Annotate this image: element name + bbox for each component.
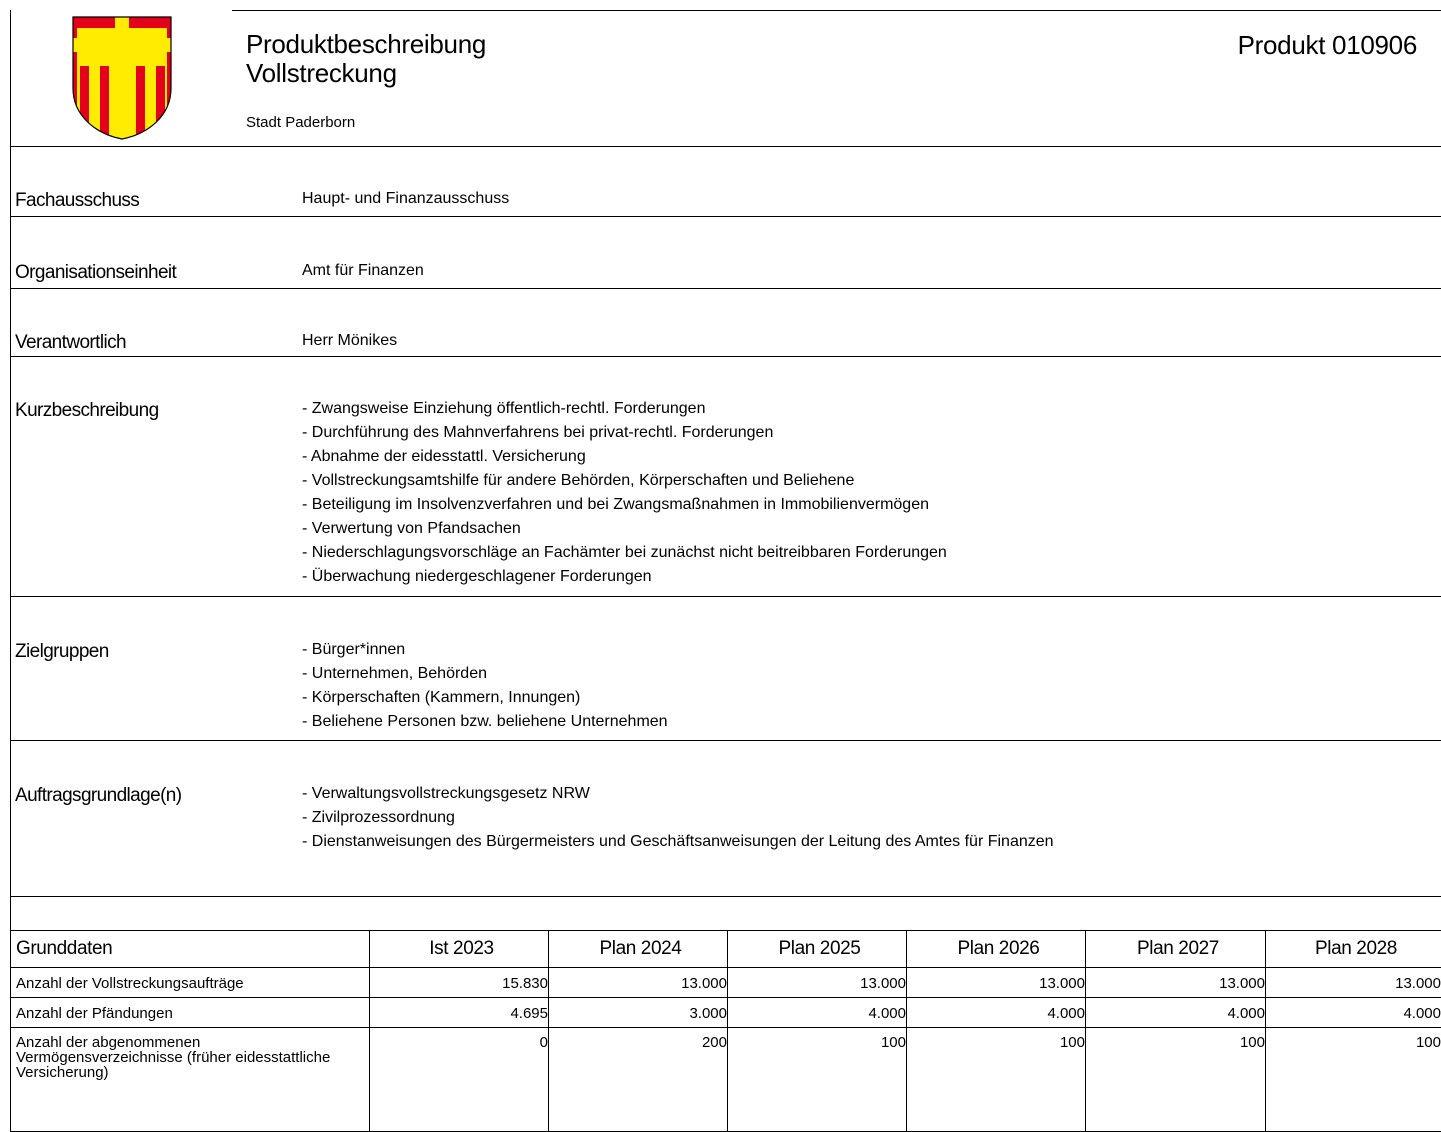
list-item: - Zivilprozessordnung bbox=[302, 806, 1054, 830]
column-header: Ist 2023 bbox=[370, 931, 549, 968]
section-divider bbox=[10, 216, 1441, 217]
list-item: - Vollstreckungsamtshilfe für andere Behörden, Körperschaften und Beliehene bbox=[302, 469, 947, 493]
table-row bbox=[11, 998, 1441, 1028]
table-cell: 200 bbox=[549, 1028, 728, 1132]
row-label: Anzahl der abgenommenen Vermögensverzeichnisse (früher eidesstattliche Versicherung) bbox=[11, 1028, 370, 1132]
organization-name: Stadt Paderborn bbox=[246, 114, 355, 131]
column-header: Plan 2024 bbox=[549, 931, 728, 968]
title-line-1: Produktbeschreibung bbox=[246, 30, 486, 59]
list-item: - Verwaltungsvollstreckungsgesetz NRW bbox=[302, 782, 1054, 806]
verantwortlich-label: Verantwortlich bbox=[15, 332, 126, 354]
table-cell: 13.000 bbox=[728, 968, 907, 998]
cross-horizontal bbox=[72, 38, 172, 52]
section-divider bbox=[10, 288, 1441, 289]
organisationseinheit-value: Amt für Finanzen bbox=[302, 262, 424, 280]
section-divider bbox=[10, 596, 1441, 597]
table-cell: 100 bbox=[728, 1028, 907, 1132]
title-line-2: Vollstreckung bbox=[246, 59, 486, 88]
auftragsgrundlagen-list bbox=[302, 782, 1054, 854]
table-cell: 100 bbox=[1086, 1028, 1266, 1132]
table-cell: 0 bbox=[370, 1028, 549, 1132]
grunddaten-table bbox=[10, 930, 1441, 1132]
table-cell: 4.000 bbox=[907, 998, 1086, 1028]
list-item: - Verwertung von Pfandsachen bbox=[302, 517, 947, 541]
column-header: Plan 2025 bbox=[728, 931, 907, 968]
organisationseinheit-label: Organisationseinheit bbox=[15, 262, 176, 284]
frame-top-border bbox=[232, 10, 1441, 11]
table-cell: 3.000 bbox=[549, 998, 728, 1028]
table-cell: 13.000 bbox=[549, 968, 728, 998]
zielgruppen-label: Zielgruppen bbox=[15, 641, 109, 663]
table-row bbox=[11, 968, 1441, 998]
cross-vertical bbox=[115, 16, 129, 140]
list-item: - Zwangsweise Einziehung öffentlich-rechtl. Forderungen bbox=[302, 397, 947, 421]
product-number: Produkt 010906 bbox=[1238, 30, 1417, 61]
auftragsgrundlagen-label: Auftragsgrundlage(n) bbox=[15, 785, 182, 807]
column-header: Plan 2026 bbox=[907, 931, 1086, 968]
column-header: Plan 2028 bbox=[1266, 931, 1441, 968]
section-divider bbox=[10, 356, 1441, 357]
table-row bbox=[11, 1028, 1441, 1132]
table-header-row bbox=[11, 931, 1441, 968]
table-cell: 4.695 bbox=[370, 998, 549, 1028]
document-title bbox=[246, 30, 486, 88]
kurzbeschreibung-list bbox=[302, 397, 947, 589]
list-item: - Bürger*innen bbox=[302, 638, 668, 662]
table-cell: 13.000 bbox=[1266, 968, 1441, 998]
shield-stripe bbox=[156, 66, 165, 140]
fachausschuss-label: Fachausschuss bbox=[15, 190, 139, 212]
verantwortlich-value: Herr Mönikes bbox=[302, 332, 397, 350]
table-cell: 13.000 bbox=[907, 968, 1086, 998]
column-header: Plan 2027 bbox=[1086, 931, 1266, 968]
header-divider bbox=[10, 146, 1441, 147]
list-item: - Dienstanweisungen des Bürgermeisters und Geschäftsanweisungen der Leitung des Amtes für Finanzen bbox=[302, 830, 1054, 854]
list-item: - Durchführung des Mahnverfahrens bei privat-rechtl. Forderungen bbox=[302, 421, 947, 445]
list-item: - Unternehmen, Behörden bbox=[302, 662, 668, 686]
table-cell: 4.000 bbox=[728, 998, 907, 1028]
shield-stripe bbox=[80, 66, 89, 140]
fachausschuss-value: Haupt- und Finanzausschuss bbox=[302, 190, 509, 208]
shield-stripe bbox=[136, 66, 145, 140]
kurzbeschreibung-label: Kurzbeschreibung bbox=[15, 400, 159, 422]
list-item: - Körperschaften (Kammern, Innungen) bbox=[302, 686, 668, 710]
shield-stripe bbox=[100, 66, 109, 140]
list-item: - Überwachung niedergeschlagener Forderungen bbox=[302, 565, 947, 589]
table-cell: 4.000 bbox=[1266, 998, 1441, 1028]
row-label: Anzahl der Vollstreckungsaufträge bbox=[11, 968, 370, 998]
table-cell: 100 bbox=[907, 1028, 1086, 1132]
table-cell: 100 bbox=[1266, 1028, 1441, 1132]
coat-of-arms-logo bbox=[72, 16, 172, 145]
table-cell: 4.000 bbox=[1086, 998, 1266, 1028]
list-item: - Beliehene Personen bzw. beliehene Unternehmen bbox=[302, 710, 668, 734]
list-item: - Beteiligung im Insolvenzverfahren und bei Zwangsmaßnahmen in Immobilienvermögen bbox=[302, 493, 947, 517]
list-item: - Niederschlagungsvorschläge an Fachämter bei zunächst nicht beitreibbaren Forderungen bbox=[302, 541, 947, 565]
zielgruppen-list bbox=[302, 638, 668, 734]
column-header: Grunddaten bbox=[11, 931, 370, 968]
row-label: Anzahl der Pfändungen bbox=[11, 998, 370, 1028]
table-cell: 15.830 bbox=[370, 968, 549, 998]
list-item: - Abnahme der eidesstattl. Versicherung bbox=[302, 445, 947, 469]
section-divider bbox=[10, 896, 1441, 897]
table-cell: 13.000 bbox=[1086, 968, 1266, 998]
section-divider bbox=[10, 740, 1441, 741]
